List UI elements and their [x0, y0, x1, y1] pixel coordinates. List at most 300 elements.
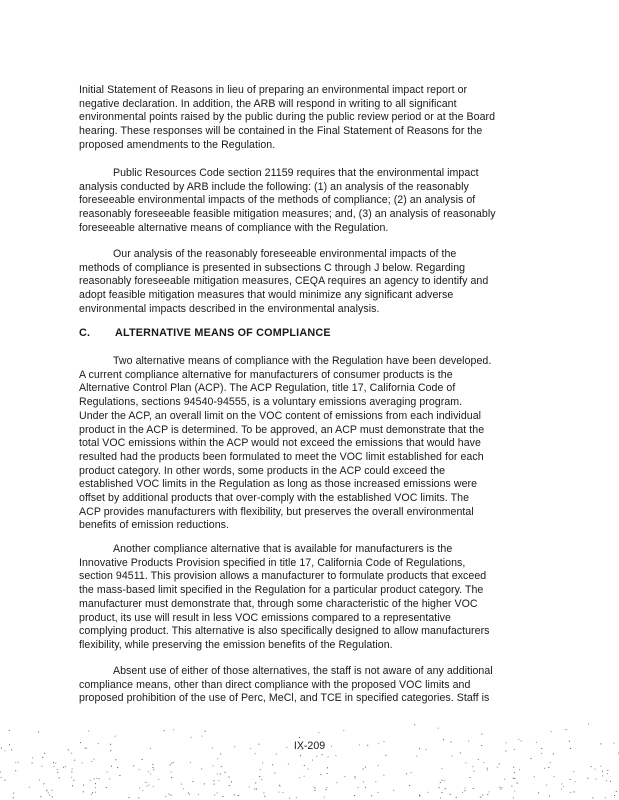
noise-dot	[595, 779, 596, 780]
noise-dot	[18, 762, 19, 763]
noise-dot	[29, 787, 30, 788]
noise-dot	[566, 729, 567, 730]
noise-dot	[343, 730, 344, 731]
noise-dot	[595, 769, 596, 770]
noise-dot	[218, 780, 219, 781]
text-line: reasonably foreseeable mitigation measures, CEQA requires an agency to identify and	[79, 275, 489, 288]
noise-dot	[65, 766, 66, 767]
noise-dot	[354, 776, 355, 777]
noise-dot	[259, 776, 260, 777]
text-line: Our analysis of the reasonably foreseeable environmental impacts of the	[113, 248, 457, 260]
noise-dot	[220, 774, 221, 775]
text-line: ACP provides manufacturers with flexibility, but preserves the overall environmental	[79, 505, 474, 518]
noise-dot	[513, 797, 514, 798]
noise-dot	[304, 765, 305, 766]
noise-dot	[115, 736, 116, 737]
section-heading	[79, 327, 331, 339]
noise-dot	[72, 768, 73, 769]
text-line: benefits of emission reductions.	[79, 519, 229, 532]
noise-dot	[71, 777, 72, 778]
noise-dot	[489, 791, 490, 792]
noise-dot	[234, 794, 235, 795]
text-line: environmental impacts described in the environmental analysis.	[79, 302, 380, 315]
noise-dot	[171, 763, 172, 764]
noise-dot	[260, 769, 261, 770]
noise-dot	[440, 797, 441, 798]
scan-noise	[0, 712, 619, 800]
noise-dot	[465, 762, 466, 763]
text-line: product, its use will result in less VOC emissions compared to a representative	[79, 611, 451, 624]
noise-dot	[438, 728, 439, 729]
page-number: IX-209	[293, 740, 326, 752]
text-line: negative declaration. In addition, the ARB will respond in writing to all significant	[79, 97, 457, 110]
noise-dot	[513, 778, 514, 779]
noise-dot	[91, 794, 92, 795]
noise-dot	[217, 758, 218, 759]
noise-dot	[115, 759, 116, 760]
noise-dot	[95, 787, 96, 788]
noise-dot	[147, 786, 148, 787]
noise-dot	[169, 794, 170, 795]
noise-dot	[551, 731, 552, 732]
noise-dot	[9, 730, 10, 731]
noise-dot	[40, 796, 41, 797]
noise-dot	[288, 764, 289, 765]
text-line: foreseeable alternative means of compliance with the Regulation.	[79, 221, 389, 234]
noise-dot	[587, 778, 588, 779]
noise-dot	[606, 780, 607, 781]
noise-dot	[106, 787, 107, 788]
noise-dot	[32, 763, 33, 764]
noise-dot	[514, 772, 515, 773]
paragraph-public-resources-code	[79, 167, 541, 236]
noise-dot	[481, 734, 482, 735]
noise-dot	[190, 762, 191, 763]
noise-dot	[129, 797, 130, 798]
noise-dot	[107, 772, 108, 773]
noise-dot	[296, 797, 297, 798]
noise-dot	[326, 787, 327, 788]
noise-dot	[198, 794, 199, 795]
noise-dot	[15, 770, 16, 771]
noise-dot	[561, 783, 562, 784]
noise-dot	[13, 797, 14, 798]
noise-dot	[82, 763, 83, 764]
noise-dot	[616, 791, 617, 792]
noise-dot	[312, 760, 313, 761]
noise-dot	[94, 778, 95, 779]
noise-dot	[450, 794, 451, 795]
noise-dot	[315, 788, 316, 789]
noise-dot	[44, 753, 45, 754]
noise-dot	[41, 766, 42, 767]
noise-dot	[538, 793, 539, 794]
noise-dot	[15, 762, 16, 763]
noise-dot	[406, 773, 407, 774]
noise-dot	[95, 783, 96, 784]
noise-dot	[514, 778, 515, 779]
noise-dot	[487, 768, 488, 769]
noise-dot	[483, 762, 484, 763]
noise-dot	[139, 769, 140, 770]
noise-dot	[602, 771, 603, 772]
noise-dot	[440, 782, 441, 783]
noise-dot	[416, 756, 417, 757]
noise-dot	[74, 760, 75, 761]
noise-dot	[289, 798, 290, 799]
text-line: flexibility, while preserving the emission benefits of the Regulation.	[79, 638, 393, 651]
noise-dot	[57, 769, 58, 770]
noise-dot	[316, 756, 317, 757]
noise-dot	[153, 769, 154, 770]
noise-dot	[32, 757, 33, 758]
noise-dot	[193, 781, 194, 782]
text-line: Under the ACP, an overall limit on the VOC content of emissions from each individual	[79, 409, 482, 422]
noise-dot	[414, 724, 415, 725]
text-line: Two alternative means of compliance with the Regulation have been developed.	[113, 355, 492, 367]
text-line: foreseeable environmental impacts of the methods of compliance; (2) an analysis of	[79, 194, 476, 207]
noise-dot	[354, 795, 355, 796]
noise-dot	[53, 762, 54, 763]
noise-dot	[513, 767, 514, 768]
noise-dot	[337, 782, 338, 783]
noise-dot	[91, 761, 92, 762]
noise-dot	[254, 789, 255, 790]
noise-dot	[170, 764, 171, 765]
noise-dot	[221, 766, 222, 767]
text-line: Initial Statement of Reasons in lieu of preparing an environmental impact report or	[79, 84, 468, 96]
noise-dot	[548, 767, 549, 768]
paragraph-acp	[79, 355, 541, 533]
text-line: Absent use of either of those alternatives, the staff is not aware of any additional	[113, 665, 493, 677]
noise-dot	[146, 782, 147, 783]
noise-dot	[217, 792, 218, 793]
noise-dot	[171, 777, 172, 778]
noise-dot	[119, 775, 120, 776]
text-line: Regulations, sections 94540-94555, is a voluntary emissions averaging program.	[79, 396, 463, 409]
noise-dot	[153, 786, 154, 787]
noise-dot	[385, 755, 386, 756]
noise-dot	[605, 797, 606, 798]
noise-dot	[39, 780, 40, 781]
noise-dot	[279, 785, 280, 786]
noise-dot	[321, 774, 322, 775]
text-line: environmental points raised by the public during the public review period or at the Board	[79, 111, 496, 124]
noise-dot	[49, 795, 50, 796]
noise-dot	[318, 732, 319, 733]
noise-dot	[201, 768, 202, 769]
noise-dot	[217, 773, 218, 774]
noise-dot	[570, 779, 571, 780]
text-line: established VOC limits in the Regulation as long as those increased emissions were	[79, 478, 478, 491]
noise-dot	[225, 772, 226, 773]
noise-dot	[600, 766, 601, 767]
noise-dot	[88, 731, 89, 732]
noise-dot	[13, 793, 14, 794]
noise-dot	[52, 796, 53, 797]
noise-dot	[148, 771, 149, 772]
noise-dot	[473, 771, 474, 772]
noise-dot	[326, 789, 327, 790]
noise-dot	[409, 785, 410, 786]
noise-dot	[544, 768, 545, 769]
noise-dot	[470, 777, 471, 778]
noise-dot	[1, 777, 2, 778]
noise-dot	[534, 776, 535, 777]
noise-dot	[276, 754, 277, 755]
paragraph-environmental-analysis	[79, 248, 541, 317]
noise-dot	[478, 759, 479, 760]
noise-dot	[51, 790, 52, 791]
noise-dot	[573, 771, 574, 772]
noise-dot	[149, 785, 150, 786]
noise-dot	[95, 792, 96, 793]
noise-dot	[383, 775, 384, 776]
paragraph-innovative-products	[79, 543, 541, 653]
noise-dot	[181, 784, 182, 785]
noise-dot	[262, 762, 263, 763]
text-line: the mass-based limit specified in the Regulation for a particular product category. The	[79, 584, 484, 597]
text-line: Innovative Products Provision specified in title 17, California Code of Regulations,	[79, 556, 466, 569]
noise-dot	[452, 755, 453, 756]
noise-dot	[279, 792, 280, 793]
noise-dot	[464, 790, 465, 791]
text-line: adopt feasible mitigation measures that would minimize any significant adverse	[79, 289, 454, 302]
noise-dot	[472, 766, 473, 767]
noise-dot	[139, 788, 140, 789]
noise-dot	[231, 781, 232, 782]
text-line: compliance means, other than direct compliance with the proposed VOC limits and	[79, 678, 471, 691]
noise-dot	[554, 776, 555, 777]
noise-dot	[531, 758, 532, 759]
text-line: product category. In other words, some products in the ACP could exceed the	[79, 464, 446, 477]
noise-dot	[439, 787, 440, 788]
noise-dot	[54, 766, 55, 767]
text-line: A current compliance alternative for manufacturers of consumer products is the	[79, 368, 453, 381]
noise-dot	[138, 797, 139, 798]
noise-dot	[191, 737, 192, 738]
noise-dot	[188, 793, 189, 794]
noise-dot	[99, 778, 100, 779]
noise-dot	[274, 773, 275, 774]
noise-dot	[335, 755, 336, 756]
noise-dot	[487, 770, 488, 771]
text-line: total VOC emissions within the ACP would not exceed the emissions that would have	[79, 437, 481, 450]
noise-dot	[150, 773, 151, 774]
noise-dot	[92, 792, 93, 793]
noise-dot	[133, 765, 134, 766]
noise-dot	[411, 772, 412, 773]
noise-dot	[460, 753, 461, 754]
paragraph-initial-statement	[79, 84, 541, 153]
noise-dot	[48, 792, 49, 793]
noise-dot	[202, 736, 203, 737]
noise-dot	[393, 790, 394, 791]
noise-dot	[519, 769, 520, 770]
section-title: ALTERNATIVE MEANS OF COMPLIANCE	[115, 327, 331, 339]
noise-dot	[72, 785, 73, 786]
noise-dot	[59, 777, 60, 778]
noise-dot	[313, 787, 314, 788]
noise-dot	[0, 771, 1, 772]
noise-dot	[109, 778, 110, 779]
noise-dot	[117, 767, 118, 768]
noise-dot	[57, 772, 58, 773]
noise-dot	[229, 777, 230, 778]
noise-dot	[602, 775, 603, 776]
noise-dot	[63, 767, 64, 768]
noise-dot	[142, 790, 143, 791]
noise-dot	[93, 759, 94, 760]
noise-dot	[171, 795, 172, 796]
noise-dot	[591, 766, 592, 767]
noise-dot	[487, 794, 488, 795]
noise-dot	[561, 789, 562, 790]
noise-dot	[304, 776, 305, 777]
noise-dot	[444, 780, 445, 781]
noise-dot	[153, 764, 154, 765]
noise-dot	[550, 762, 551, 763]
noise-dot	[282, 792, 283, 793]
noise-dot	[442, 792, 443, 793]
noise-dot	[261, 779, 262, 780]
text-line: proposed amendments to the Regulation.	[79, 138, 276, 151]
noise-dot	[441, 768, 442, 769]
text-line: reasonably foreseeable feasible mitigation measures; and, (3) an analysis of reasonably	[79, 208, 496, 221]
noise-dot	[465, 788, 466, 789]
noise-dot	[500, 789, 501, 790]
noise-dot	[442, 780, 443, 781]
noise-dot	[308, 769, 309, 770]
noise-dot	[299, 737, 300, 738]
text-line: manufacturer must demonstrate that, through some characteristic of the higher VOC	[79, 597, 478, 610]
noise-dot	[300, 755, 301, 756]
noise-dot	[473, 788, 474, 789]
noise-dot	[111, 766, 112, 767]
text-line: product in the ACP is determined. To be approved, an ACP must demonstrate that the	[79, 423, 485, 436]
noise-dot	[214, 795, 215, 796]
paragraph-absent-use	[79, 665, 541, 706]
noise-dot	[511, 786, 512, 787]
noise-dot	[238, 795, 239, 796]
noise-dot	[42, 757, 43, 758]
text-line: offset by additional products that over-comply with the established VOC limits. The	[79, 492, 470, 505]
noise-dot	[46, 790, 47, 791]
noise-dot	[371, 795, 372, 796]
noise-dot	[5, 780, 6, 781]
noise-dot	[322, 754, 323, 755]
noise-dot	[213, 765, 214, 766]
noise-dot	[614, 795, 615, 796]
noise-dot	[90, 780, 91, 781]
noise-dot	[570, 792, 571, 793]
noise-dot	[553, 753, 554, 754]
text-line: Public Resources Code section 21159 requires that the environmental impact	[113, 167, 479, 179]
noise-dot	[205, 731, 206, 732]
noise-dot	[164, 730, 165, 731]
noise-dot	[497, 767, 498, 768]
noise-dot	[328, 756, 329, 757]
noise-dot	[517, 783, 518, 784]
noise-dot	[499, 764, 500, 765]
noise-dot	[482, 795, 483, 796]
noise-dot	[165, 796, 166, 797]
noise-dot	[378, 765, 379, 766]
noise-dot	[563, 786, 564, 787]
section-letter: C.	[79, 327, 91, 339]
text-line: methods of compliance is presented in subsections C through J below. Regarding	[79, 261, 466, 274]
noise-dot	[549, 796, 550, 797]
noise-dot	[263, 792, 264, 793]
noise-dot	[428, 792, 429, 793]
noise-dot	[575, 781, 576, 782]
noise-dot	[55, 763, 56, 764]
noise-dot	[272, 764, 273, 765]
noise-dot	[83, 785, 84, 786]
noise-dot	[142, 759, 143, 760]
noise-dot	[220, 754, 221, 755]
noise-dot	[255, 753, 256, 754]
noise-dot	[365, 787, 366, 788]
noise-dot	[71, 753, 72, 754]
text-line: resulted had the products been formulated to meet the VOC limit established for each	[79, 450, 484, 463]
noise-dot	[223, 796, 224, 797]
noise-dot	[299, 777, 300, 778]
text-line: proposed prohibition of the use of Perc, MeCl, and TCE in specified categories. Staff is	[79, 692, 490, 705]
noise-dot	[363, 781, 364, 782]
text-line: Alternative Control Plan (ACP). The ACP Regulation, title 17, California Code of	[79, 382, 456, 395]
noise-dot	[607, 770, 608, 771]
noise-dot	[96, 778, 97, 779]
text-line: hearing. These responses will be contained in the Final Statement of Reasons for the	[79, 125, 483, 138]
noise-dot	[71, 772, 72, 773]
noise-dot	[358, 787, 359, 788]
noise-dot	[324, 797, 325, 798]
text-line: complying product. This alternative is also specifically designed to allow manufacturers	[79, 625, 490, 638]
noise-dot	[204, 783, 205, 784]
noise-dot	[43, 783, 44, 784]
noise-dot	[38, 732, 39, 733]
noise-dot	[355, 777, 356, 778]
noise-dot	[256, 789, 257, 790]
noise-dot	[610, 781, 611, 782]
noise-dot	[574, 791, 575, 792]
noise-dot	[213, 780, 214, 781]
noise-dot	[229, 785, 230, 786]
noise-dot	[183, 788, 184, 789]
noise-dot	[378, 792, 379, 793]
noise-dot	[375, 781, 376, 782]
noise-dot	[214, 784, 215, 785]
noise-dot	[502, 787, 503, 788]
noise-dot	[152, 767, 153, 768]
noise-dot	[546, 785, 547, 786]
noise-dot	[264, 796, 265, 797]
noise-dot	[189, 794, 190, 795]
noise-dot	[607, 773, 608, 774]
noise-dot	[255, 782, 256, 783]
noise-dot	[363, 769, 364, 770]
noise-dot	[249, 786, 250, 787]
noise-dot	[314, 790, 315, 791]
noise-dot	[420, 796, 421, 797]
noise-dot	[365, 767, 366, 768]
noise-dot	[541, 753, 542, 754]
noise-dot	[158, 779, 159, 780]
noise-dot	[456, 797, 457, 798]
noise-dot	[504, 779, 505, 780]
noise-dot	[588, 724, 589, 725]
